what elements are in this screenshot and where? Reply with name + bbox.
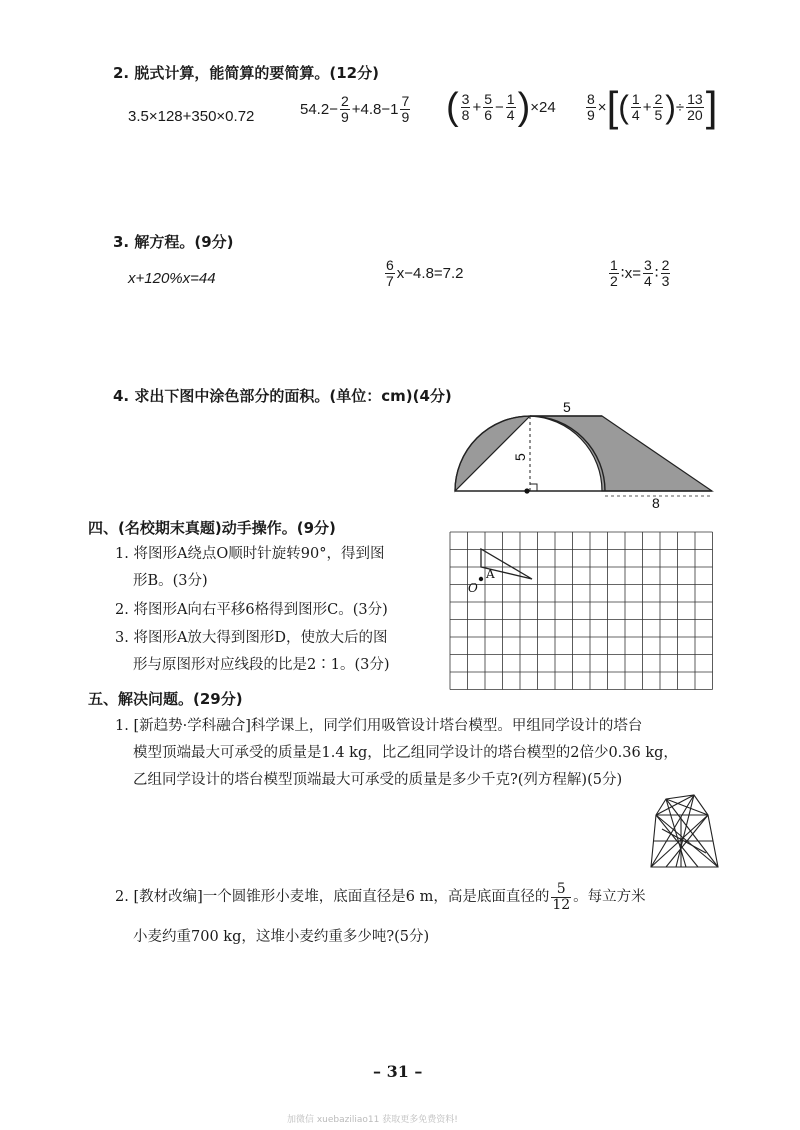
tower-model-illustration — [646, 793, 722, 873]
q3-e2-frac: $\frac{6}{7}$ — [386, 257, 394, 289]
q2-e3-frac3: $\frac{1}{4}$ — [506, 90, 515, 123]
grid-figure — [448, 530, 716, 694]
s4-item2: 2. 将图形A向右平移6格得到图形C。(3分) — [115, 602, 388, 618]
q2-e4-frac1: $\frac{8}{9}$ — [587, 90, 595, 123]
label-o: O — [468, 581, 478, 595]
q2-e4-frac4: $\frac{13}{20}$ — [687, 90, 703, 123]
right-shaded-region — [530, 416, 712, 491]
q4-title: 4. 求出下图中涂色部分的面积。(单位：cm)(4分) — [113, 387, 452, 405]
q2-expr-2 — [300, 94, 412, 124]
q3-expr-1: x+120%x=44 — [128, 270, 216, 287]
q2-e4-frac2: $\frac{1}{4}$ — [631, 90, 640, 123]
footer-note: 加微信 xuebaziliao11 获取更多免费资料! — [287, 1115, 458, 1125]
s4-item1a: 1. 将图形A绕点O顺时针旋转90°，得到图 — [115, 546, 385, 562]
s5-p2b: 小麦约重700 kg，这堆小麦约重多少吨?(5分) — [133, 929, 430, 945]
s5-p2a — [115, 882, 646, 912]
q3-expr-2: $\frac{6}{7}$ x−4.8=7.2 — [386, 257, 464, 289]
grid-lines — [450, 532, 713, 690]
label-height: 5 — [512, 453, 528, 461]
q2-expr-4: $\frac{8}{9}$ × [ ( $\frac{1}{4}$ + $\frac{2}{5}$ ) ÷ $\frac{13}{20}$ ] — [587, 83, 718, 130]
page-number: – 31 – — [373, 1062, 423, 1081]
q2-e3-frac1: $\frac{3}{8}$ — [461, 90, 470, 123]
s5-title: 五、解决问题。(29分) — [88, 690, 243, 708]
s5-p2a-pre: 2. [教材改编]一个圆锥形小麦堆，底面直径是6 m，高是底面直径的 — [115, 888, 550, 905]
point-o-dot — [479, 577, 483, 581]
q2-e2-frac1: $\frac{2}{9}$ — [340, 93, 349, 125]
label-bottom: 8 — [652, 495, 660, 511]
s4-title: 四、(名校期末真题)动手操作。(9分) — [88, 519, 336, 537]
q2-expr-3: ( $\frac{3}{8}$ + $\frac{5}{6}$ − $\frac{1}{4}$ ) ×24 — [446, 86, 556, 128]
s5-p1c: 乙组同学设计的塔台模型顶端最大可承受的质量是多少千克?(列方程解)(5分) — [133, 772, 623, 788]
s4-item3a: 3. 将图形A放大得到图形D，使放大后的图 — [115, 630, 388, 646]
s5-p2a-frac: $\frac{5}{12}$ — [552, 881, 571, 913]
q2-e2-a: 54.2− — [300, 100, 338, 118]
s4-item1b: 形B。(3分) — [133, 573, 208, 589]
q2-e4-frac3: $\frac{2}{5}$ — [654, 90, 663, 123]
q2-e3-frac2: $\frac{5}{6}$ — [484, 90, 493, 123]
label-a: A — [486, 567, 495, 581]
s5-p1a: 1. [新趋势·学科融合]科学课上，同学们用吸管设计塔台模型。甲组同学设计的塔台 — [115, 718, 643, 734]
s5-p2a-post: 。每立方米 — [573, 888, 646, 905]
shaded-area-figure — [450, 400, 720, 512]
q3-e3-frac3: $\frac{2}{3}$ — [661, 257, 670, 289]
s4-item3b: 形与原图形对应线段的比是2∶1。(3分) — [133, 657, 390, 673]
q3-expr-3: $\frac{1}{2}$ ∶x= $\frac{3}{4}$ ∶ $\frac{2}{3}$ — [610, 257, 670, 289]
q2-e2-b: +4.8−1 — [351, 100, 399, 118]
q2-title: 2. 脱式计算，能简算的要简算。(12分) — [113, 64, 379, 82]
q2-e2-frac2: $\frac{7}{9}$ — [401, 93, 410, 125]
center-dot — [524, 488, 529, 493]
s5-p1b: 模型顶端最大可承受的质量是1.4 kg，比乙组同学设计的塔台模型的2倍少0.36 kg， — [133, 745, 678, 761]
q2-expr-1: 3.5×128+350×0.72 — [128, 108, 255, 125]
q3-e3-frac2: $\frac{3}{4}$ — [643, 257, 652, 289]
q3-e3-frac1: $\frac{1}{2}$ — [610, 257, 618, 289]
label-top: 5 — [563, 400, 571, 415]
right-angle-mark — [530, 484, 537, 491]
q3-title: 3. 解方程。(9分) — [113, 233, 234, 251]
